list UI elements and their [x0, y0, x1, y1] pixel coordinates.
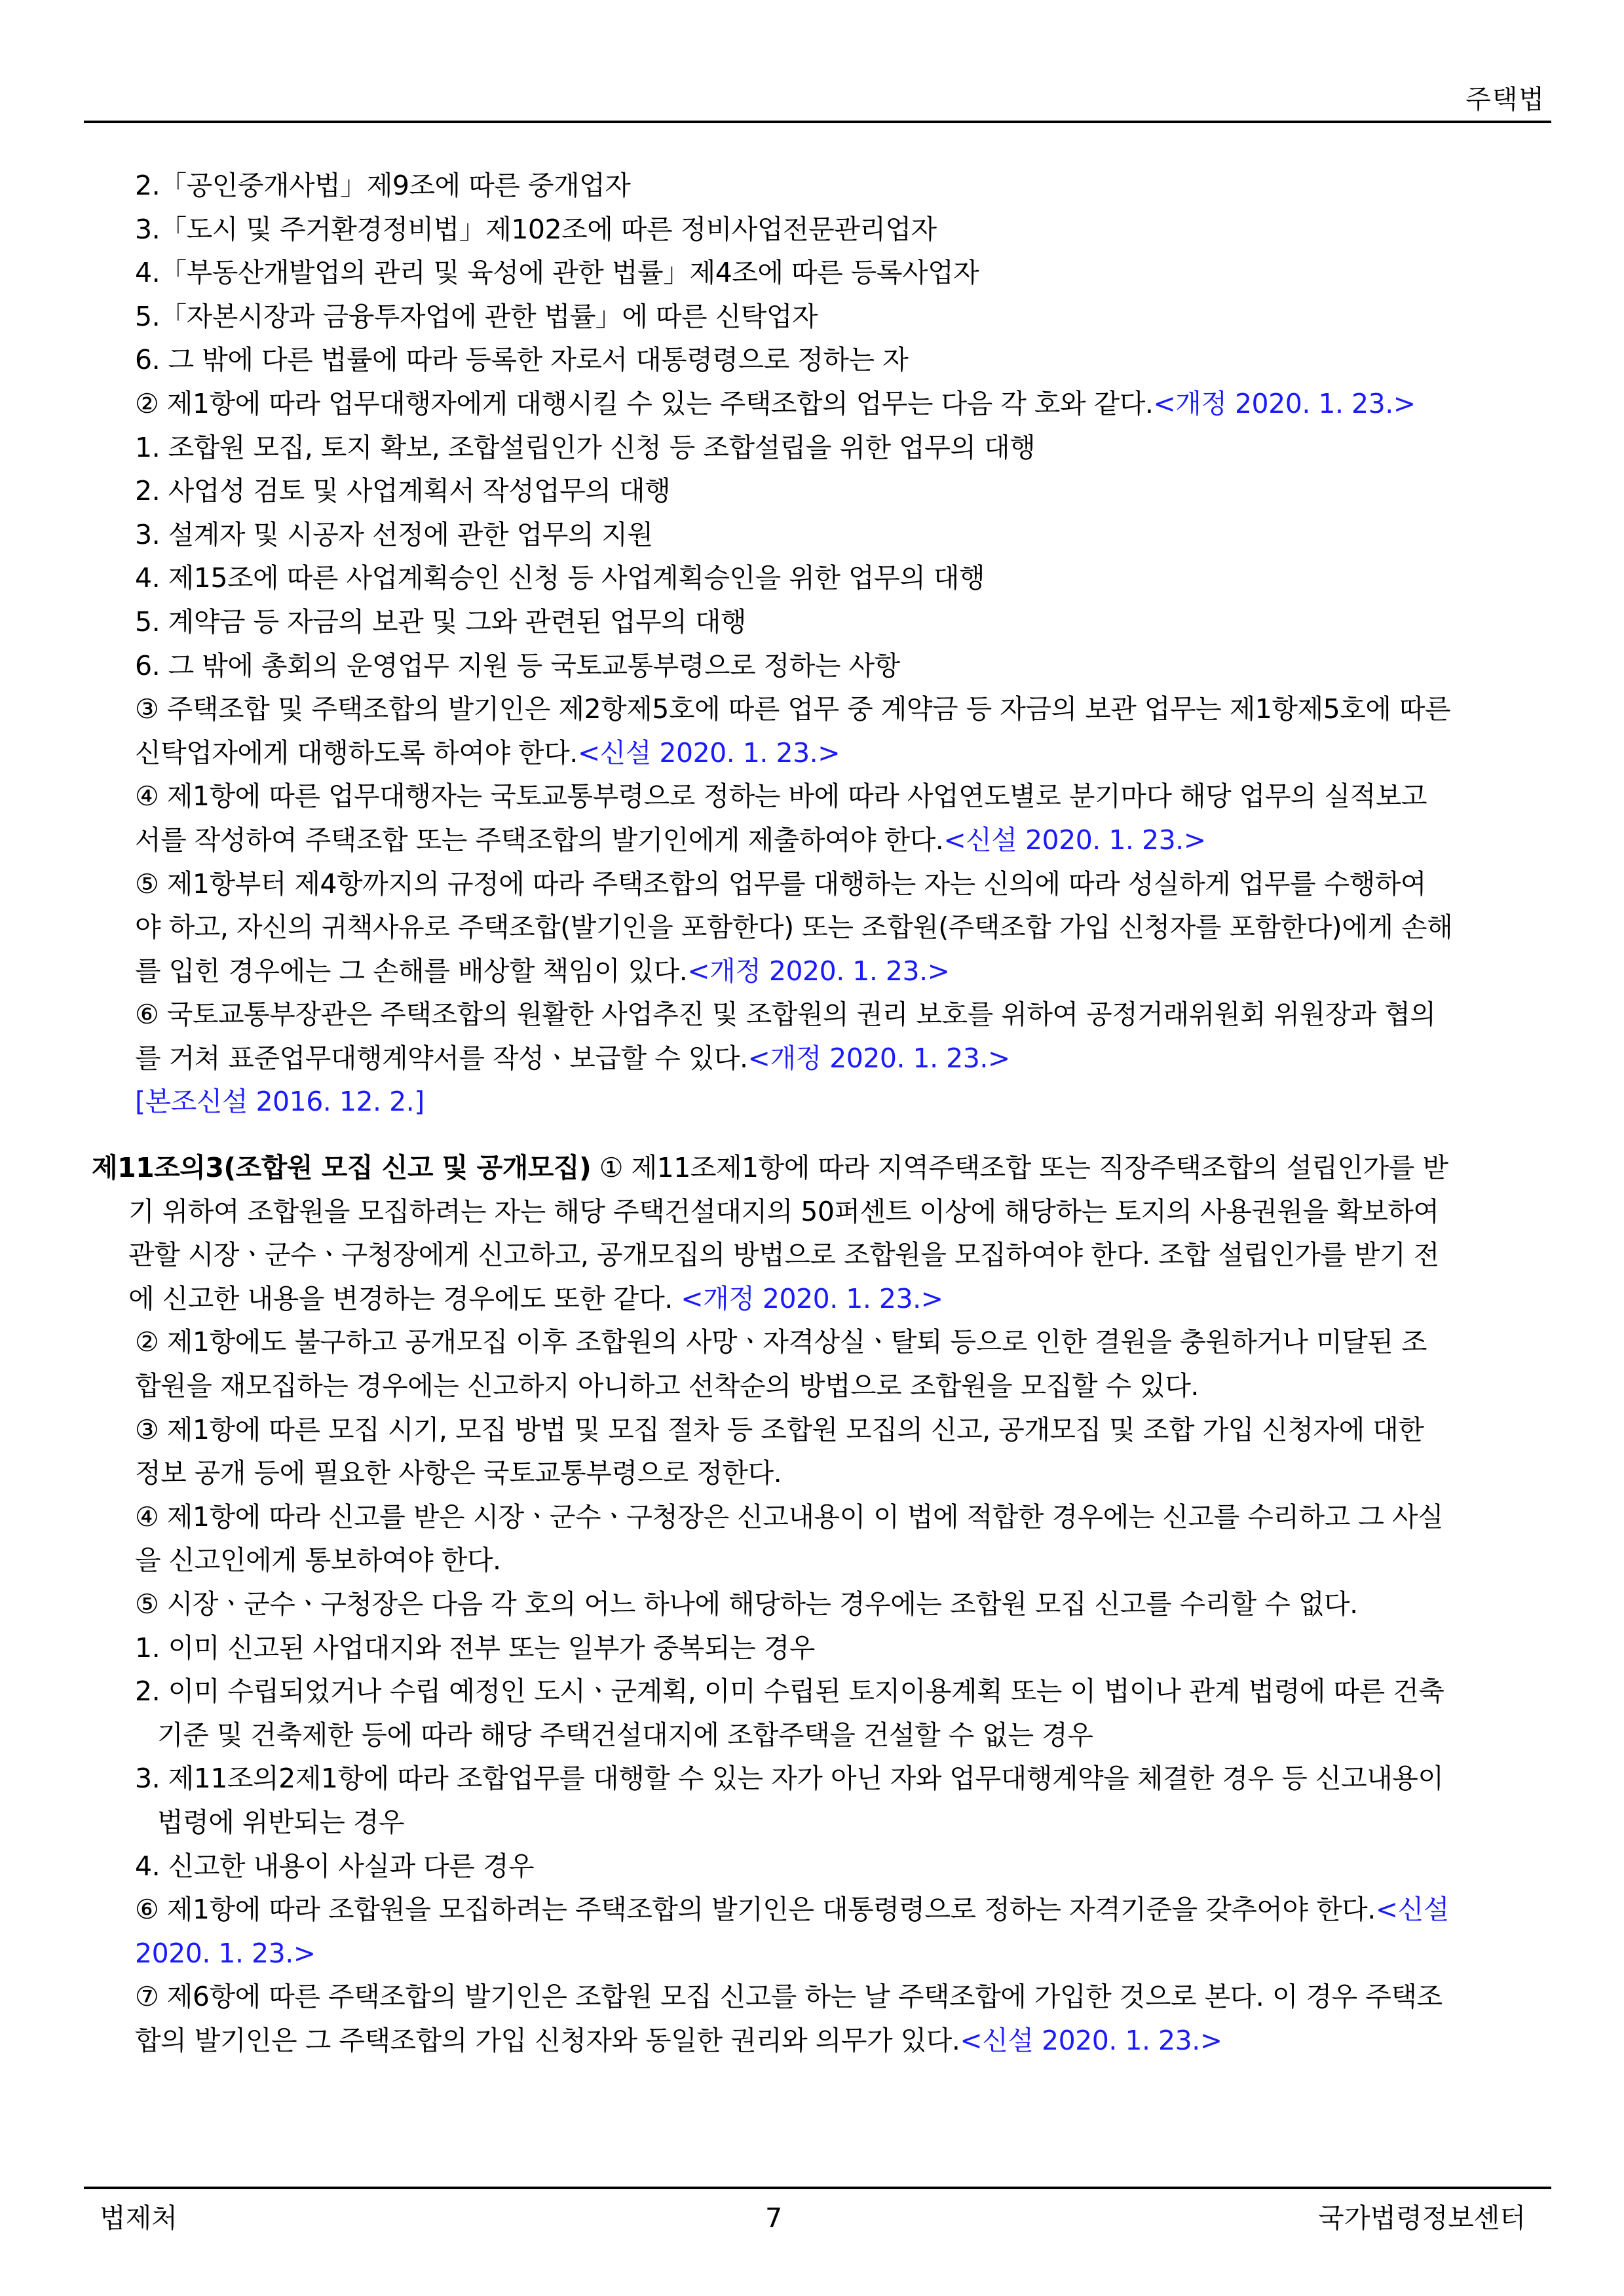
paragraph-text: ① 제11조제1항에 따라 지역주택조합 또는 직장주택조합의 설립인가를 받 [591, 1152, 1448, 1184]
list-item: 1. 이미 신고된 사업대지와 전부 또는 일부가 중복되는 경우 [135, 1632, 815, 1664]
amendment-tag-cont: 2020. 1. 23.> [135, 1937, 316, 1969]
document-body [84, 164, 1551, 2063]
paragraph-5-cont [84, 949, 1551, 993]
paragraph-text: ③ 주택조합 및 주택조합의 발기인은 제2항제5호에 따른 업무 중 계약금 등 자금의 보관 업무는 제1항제5호에 따른 [135, 693, 1451, 725]
list-item: 5.「자본시장과 금융투자업에 관한 법률」에 따른 신탁업자 [135, 300, 818, 332]
amendment-tag: <개정 2020. 1. 23.> [687, 955, 950, 987]
list-item: 4. 제15조에 따른 사업계획승인 신청 등 사업계획승인을 위한 업무의 대행 [135, 562, 985, 594]
paragraph-text: ③ 제1항에 따른 모집 시기, 모집 방법 및 모집 절차 등 조합원 모집의 신고, 공개모집 및 조합 가입 신청자에 대한 [135, 1413, 1424, 1445]
paragraph-text: ④ 제1항에 따른 업무대행자는 국토교통부령으로 정하는 바에 따라 사업연도별로 분기마다 해당 업무의 실적보고 [135, 780, 1427, 813]
paragraph-text: ④ 제1항에 따라 신고를 받은 시장ㆍ군수ㆍ구청장은 신고내용이 이 법에 적합한 경우에는 신고를 수리하고 그 사실 [135, 1501, 1444, 1533]
article-heading: 제11조의3(조합원 모집 신고 및 공개모집) [92, 1152, 592, 1184]
article-p1-cont [84, 1277, 1551, 1321]
amendment-tag: <신설 2020. 1. 23.> [577, 737, 840, 769]
paragraph-text: 을 신고인에게 통보하여야 한다. [135, 1544, 501, 1577]
amendment-tag: <신설 [1375, 1894, 1449, 1926]
origin-tag: [본조신설 2016. 12. 2.] [135, 1086, 425, 1118]
list-item: 3. 제11조의2제1항에 따라 조합업무를 대행할 수 있는 자가 아닌 자와 업무대행계약을 체결한 경우 등 신고내용이 [135, 1763, 1444, 1795]
list-item: 3. 설계자 및 시공자 선정에 관한 업무의 지원 [135, 518, 653, 550]
paragraph-text: ⑦ 제6항에 따른 주택조합의 발기인은 조합원 모집 신고를 하는 날 주택조합에 가입한 것으로 본다. 이 경우 주택조 [135, 1981, 1443, 2013]
footer-divider [84, 2187, 1551, 2189]
amendment-tag: <신설 2020. 1. 23.> [943, 824, 1206, 856]
section-gap [84, 1124, 1551, 1146]
list-item: 6. 그 밖에 다른 법률에 따라 등록한 자로서 대통령령으로 정하는 자 [135, 344, 909, 376]
paragraph-text: ② 제1항에도 불구하고 공개모집 이후 조합원의 사망ㆍ자격상실ㆍ탈퇴 등으로 인한 결원을 충원하거나 미달된 조 [135, 1326, 1427, 1358]
article-first-line [84, 1146, 1551, 1190]
list-item: 6. 그 밖에 총회의 운영업무 지원 등 국토교통부령으로 정하는 사항 [135, 649, 900, 681]
list-item: 2.「공인중개사법」제9조에 따른 중개업자 [135, 170, 631, 201]
amendment-tag: <신설 2020. 1. 23.> [960, 2024, 1222, 2056]
paragraph-text: ⑥ 국토교통부장관은 주택조합의 원활한 사업추진 및 조합원의 권리 보호를 위하여 공정거래위원회 위원장과 협의 [135, 999, 1436, 1031]
paragraph-6-cont [84, 1037, 1551, 1081]
header-divider [84, 121, 1551, 123]
paragraph-text: 기 위하여 조합원을 모집하려는 자는 해당 주택건설대지의 50퍼센트 이상에 해당하는 토지의 사용권원을 확보하여 [128, 1195, 1439, 1227]
list-item-cont: 법령에 위반되는 경우 [157, 1806, 405, 1838]
list-item: 5. 계약금 등 자금의 보관 및 그와 관련된 업무의 대행 [135, 605, 747, 638]
paragraph-4-cont [84, 818, 1551, 862]
paragraph-text: 정보 공개 등에 필요한 사항은 국토교통부령으로 정한다. [135, 1457, 782, 1489]
paragraph-text: ⑥ 제1항에 따라 조합원을 모집하려는 주택조합의 발기인은 대통령령으로 정하는 자격기준을 갖추어야 한다. [135, 1894, 1376, 1926]
amendment-tag: <개정 2020. 1. 23.> [1153, 387, 1416, 419]
paragraph-3-cont [84, 731, 1551, 775]
paragraph-text: 야 하고, 자신의 귀책사유로 주택조합(발기인을 포함한다) 또는 조합원(주택조합 가입 신청자를 포함한다)에게 손해 [135, 911, 1453, 944]
paragraph-text: 에 신고한 내용을 변경하는 경우에도 또한 같다. [128, 1282, 681, 1314]
amendment-tag: <개정 2020. 1. 23.> [747, 1042, 1010, 1074]
list-item: 2. 사업성 검토 및 사업계획서 작성업무의 대행 [135, 475, 671, 507]
running-header-title: 주택법 [1465, 85, 1545, 115]
paragraph-text: 를 입힌 경우에는 그 손해를 배상할 책임이 있다. [135, 955, 688, 987]
paragraph-text: 합원을 재모집하는 경우에는 신고하지 아니하고 선착순의 방법으로 조합원을 모집할 수 있다. [135, 1370, 1199, 1402]
list-item-cont: 기준 및 건축제한 등에 따라 해당 주택건설대지에 조합주택을 건설할 수 없는 경우 [157, 1719, 1093, 1751]
paragraph-text: 서를 작성하여 주택조합 또는 주택조합의 발기인에게 제출하여야 한다. [135, 824, 944, 856]
list-item: 2. 이미 수립되었거나 수립 예정인 도시ㆍ군계획, 이미 수립된 토지이용계획 또는 이 법이나 관계 법령에 따른 건축 [135, 1675, 1445, 1708]
paragraph-6 [84, 1888, 1551, 1932]
page-number: 7 [765, 2202, 783, 2234]
amendment-tag: <개정 2020. 1. 23.> [681, 1282, 943, 1314]
paragraph-text: 를 거쳐 표준업무대행계약서를 작성ㆍ보급할 수 있다. [135, 1042, 748, 1074]
paragraph-7-cont [84, 2019, 1551, 2063]
paragraph-text: 관할 시장ㆍ군수ㆍ구청장에게 신고하고, 공개모집의 방법으로 조합원을 모집하여야 한다. 조합 설립인가를 받기 전 [128, 1239, 1439, 1271]
paragraph-text: ⑤ 제1항부터 제4항까지의 규정에 따라 주택조합의 업무를 대행하는 자는 신의에 따라 성실하게 업무를 수행하여 [135, 868, 1427, 900]
paragraph-text: ⑤ 시장ㆍ군수ㆍ구청장은 다음 각 호의 어느 하나에 해당하는 경우에는 조합원 모집 신고를 수리할 수 없다. [135, 1588, 1358, 1620]
paragraph-text: 합의 발기인은 그 주택조합의 가입 신청자와 동일한 권리와 의무가 있다. [135, 2024, 960, 2056]
paragraph-2 [84, 382, 1551, 426]
list-item: 1. 조합원 모집, 토지 확보, 조합설립인가 신청 등 조합설립을 위한 업무의 대행 [135, 431, 1036, 463]
list-item: 4.「부동산개발업의 관리 및 육성에 관한 법률」제4조에 따른 등록사업자 [135, 257, 979, 289]
paragraph-text: 신탁업자에게 대행하도록 하여야 한다. [135, 737, 578, 769]
paragraph-text: ② 제1항에 따라 업무대행자에게 대행시킬 수 있는 주택조합의 업무는 다음 각 호와 같다. [135, 387, 1154, 419]
footer-publisher: 법제처 [100, 2202, 178, 2234]
list-item: 3.「도시 및 주거환경정비법」제102조에 따른 정비사업전문관리업자 [135, 213, 937, 245]
footer-source: 국가법령정보센터 [1318, 2202, 1526, 2234]
list-item: 4. 신고한 내용이 사실과 다른 경우 [135, 1850, 535, 1882]
